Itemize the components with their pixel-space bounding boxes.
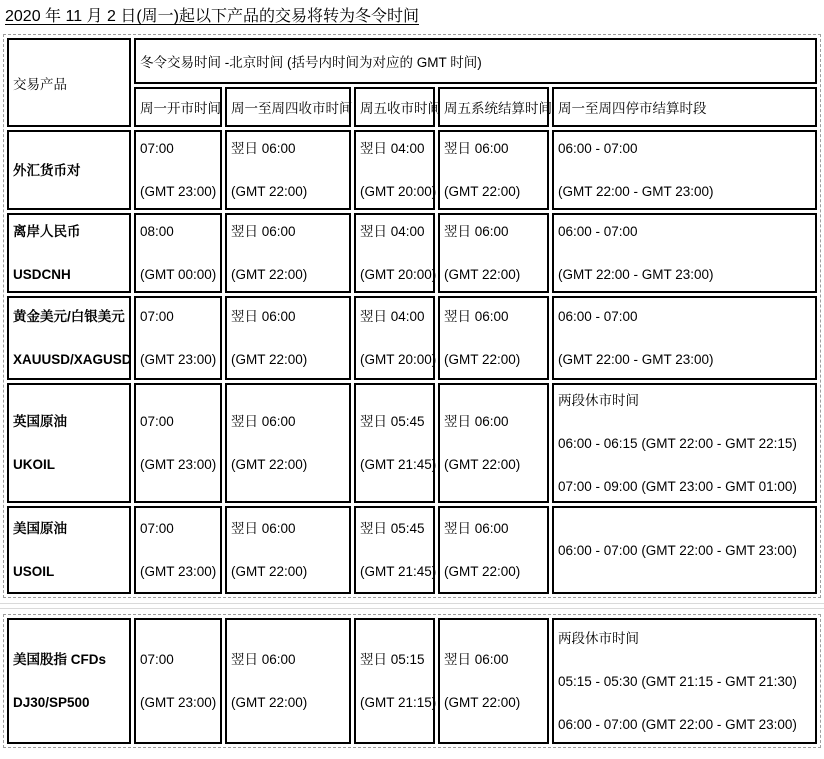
cell-line: USOIL <box>13 564 55 579</box>
time-cell <box>354 383 435 503</box>
time-cell <box>438 213 549 293</box>
winter-time-table <box>4 35 820 597</box>
product-cell <box>7 506 131 594</box>
cell-line: 翌日 06:00 <box>444 141 509 156</box>
product-cell <box>7 618 131 744</box>
cell-line: 翌日 04:00 <box>360 309 425 324</box>
cell-line: USDCNH <box>13 267 71 282</box>
time-cell <box>134 618 222 744</box>
time-cell <box>354 618 435 744</box>
column-header-friday-settlement: 周五系统结算时间 <box>438 87 549 127</box>
product-cell <box>7 213 131 293</box>
cell-line: (GMT 20:00) <box>360 352 437 367</box>
cell-line: 06:00 - 06:15 (GMT 22:00 - GMT 22:15) <box>558 435 797 451</box>
cell-line: 美国股指 CFDs <box>13 652 107 667</box>
cell-line: 翌日 06:00 <box>444 652 509 667</box>
time-cell <box>438 383 549 503</box>
cell-line: (GMT 20:00) <box>360 184 437 199</box>
time-cell <box>134 383 222 503</box>
cell-line: (GMT 22:00) <box>444 457 521 472</box>
time-cell <box>552 130 817 210</box>
time-cell <box>354 213 435 293</box>
cell-line: 翌日 06:00 <box>231 414 296 429</box>
table-row <box>7 296 817 380</box>
cell-line: 07:00 <box>140 652 174 667</box>
cell-line: (GMT 22:00) <box>231 352 308 367</box>
cell-line: (GMT 22:00 - GMT 23:00) <box>558 352 714 367</box>
cell-line: 05:15 - 05:30 (GMT 21:15 - GMT 21:30) <box>558 673 797 689</box>
time-cell <box>354 130 435 210</box>
column-header-mon-thu-break: 周一至周四停市结算时段 <box>552 87 817 127</box>
time-cell <box>552 506 817 594</box>
time-cell <box>225 296 351 380</box>
cell-line: 07:00 <box>140 414 174 429</box>
time-cell <box>438 130 549 210</box>
cell-line: (GMT 22:00) <box>231 695 308 710</box>
cell-line: (GMT 22:00) <box>444 564 521 579</box>
column-header-friday-close: 周五收市时间 <box>354 87 435 127</box>
winter-time-table-outer <box>3 34 821 598</box>
cell-line: (GMT 22:00) <box>444 184 521 199</box>
cell-line: 外汇货币对 <box>13 162 81 178</box>
table-body <box>7 618 817 744</box>
table-row <box>7 383 817 503</box>
time-cell <box>354 506 435 594</box>
table-row <box>7 130 817 210</box>
cell-line: 翌日 05:15 <box>360 652 425 667</box>
time-cell <box>552 383 817 503</box>
cell-line: 翌日 06:00 <box>231 309 296 324</box>
page-title: 2020 年 11 月 2 日(周一)起以下产品的交易将转为冬令时间 <box>5 8 419 25</box>
stock-index-table-outer <box>3 614 821 748</box>
time-cell <box>552 618 817 744</box>
time-cell <box>134 506 222 594</box>
cell-line: 06:00 - 07:00 <box>558 224 638 239</box>
column-header-mon-thu-close: 周一至周四收市时间 <box>225 87 351 127</box>
product-cell <box>7 296 131 380</box>
cell-line: 翌日 06:00 <box>444 224 509 239</box>
cell-line: (GMT 20:00) <box>360 267 437 282</box>
time-cell <box>438 296 549 380</box>
cell-line: UKOIL <box>13 457 55 472</box>
corner-header-cell: 交易产品 <box>7 38 131 127</box>
cell-line: (GMT 22:00) <box>444 267 521 282</box>
time-cell <box>225 213 351 293</box>
cell-line: 06:00 - 07:00 <box>558 141 638 156</box>
time-cell <box>134 296 222 380</box>
cell-line: 翌日 04:00 <box>360 224 425 239</box>
time-cell <box>134 130 222 210</box>
cell-line: 两段休市时间 <box>558 392 639 408</box>
cell-line: (GMT 23:00) <box>140 457 217 472</box>
time-cell <box>225 130 351 210</box>
cell-line: 英国原油 <box>13 414 67 429</box>
time-cell <box>552 213 817 293</box>
cell-line: 06:00 - 07:00 <box>558 309 638 324</box>
cell-line: (GMT 23:00) <box>140 695 217 710</box>
stock-index-table <box>4 615 820 747</box>
group-header-cell: 冬令交易时间 -北京时间 (括号内时间为对应的 GMT 时间) <box>134 38 817 84</box>
time-cell <box>225 618 351 744</box>
cell-line: 06:00 - 07:00 (GMT 22:00 - GMT 23:00) <box>558 716 797 732</box>
cell-line: 翌日 06:00 <box>444 414 509 429</box>
cell-line: (GMT 22:00 - GMT 23:00) <box>558 184 714 199</box>
cell-line: (GMT 22:00) <box>231 184 308 199</box>
cell-line: 07:00 <box>140 141 174 156</box>
table-row <box>7 506 817 594</box>
cell-line: 翌日 06:00 <box>444 521 509 536</box>
cell-line: XAUUSD/XAGUSD <box>13 352 132 367</box>
cell-line: (GMT 23:00) <box>140 352 217 367</box>
cell-line: 翌日 04:00 <box>360 141 425 156</box>
cell-line: 翌日 05:45 <box>360 414 425 429</box>
column-header-monday-open: 周一开市时间 <box>134 87 222 127</box>
cell-line: 翌日 06:00 <box>231 224 296 239</box>
cell-line: 07:00 <box>140 521 174 536</box>
cell-line: (GMT 22:00) <box>231 564 308 579</box>
time-cell <box>225 506 351 594</box>
table-body <box>7 130 817 594</box>
cell-line: 离岸人民币 <box>13 224 81 239</box>
cell-line: 美国原油 <box>13 521 67 536</box>
cell-line: 翌日 06:00 <box>444 309 509 324</box>
product-cell <box>7 383 131 503</box>
section-divider <box>0 603 824 609</box>
cell-line: (GMT 23:00) <box>140 184 217 199</box>
product-cell <box>7 130 131 210</box>
cell-line: 翌日 06:00 <box>231 521 296 536</box>
table-row <box>7 213 817 293</box>
cell-line: 07:00 <box>140 309 174 324</box>
cell-line: 翌日 06:00 <box>231 652 296 667</box>
table-header <box>7 38 817 127</box>
time-cell <box>225 383 351 503</box>
cell-line: (GMT 21:15) <box>360 695 437 710</box>
table-row <box>7 618 817 744</box>
cell-line: 翌日 06:00 <box>231 141 296 156</box>
time-cell <box>552 296 817 380</box>
cell-line: (GMT 21:45) <box>360 564 437 579</box>
cell-line: (GMT 22:00) <box>444 695 521 710</box>
time-cell <box>438 506 549 594</box>
cell-line: (GMT 23:00) <box>140 564 217 579</box>
cell-line: 两段休市时间 <box>558 630 639 646</box>
cell-line: (GMT 22:00) <box>444 352 521 367</box>
cell-line: 08:00 <box>140 224 174 239</box>
cell-line: (GMT 21:45) <box>360 457 437 472</box>
cell-line: (GMT 22:00 - GMT 23:00) <box>558 267 714 282</box>
group-header-row <box>7 38 817 84</box>
cell-line: 06:00 - 07:00 (GMT 22:00 - GMT 23:00) <box>558 542 797 558</box>
cell-line: 黄金美元/白银美元 <box>13 309 125 324</box>
cell-line: (GMT 22:00) <box>231 457 308 472</box>
time-cell <box>134 213 222 293</box>
cell-line: DJ30/SP500 <box>13 695 90 710</box>
time-cell <box>438 618 549 744</box>
cell-line: (GMT 00:00) <box>140 267 217 282</box>
cell-line: 07:00 - 09:00 (GMT 23:00 - GMT 01:00) <box>558 478 797 494</box>
time-cell <box>354 296 435 380</box>
cell-line: (GMT 22:00) <box>231 267 308 282</box>
cell-line: 翌日 05:45 <box>360 521 425 536</box>
